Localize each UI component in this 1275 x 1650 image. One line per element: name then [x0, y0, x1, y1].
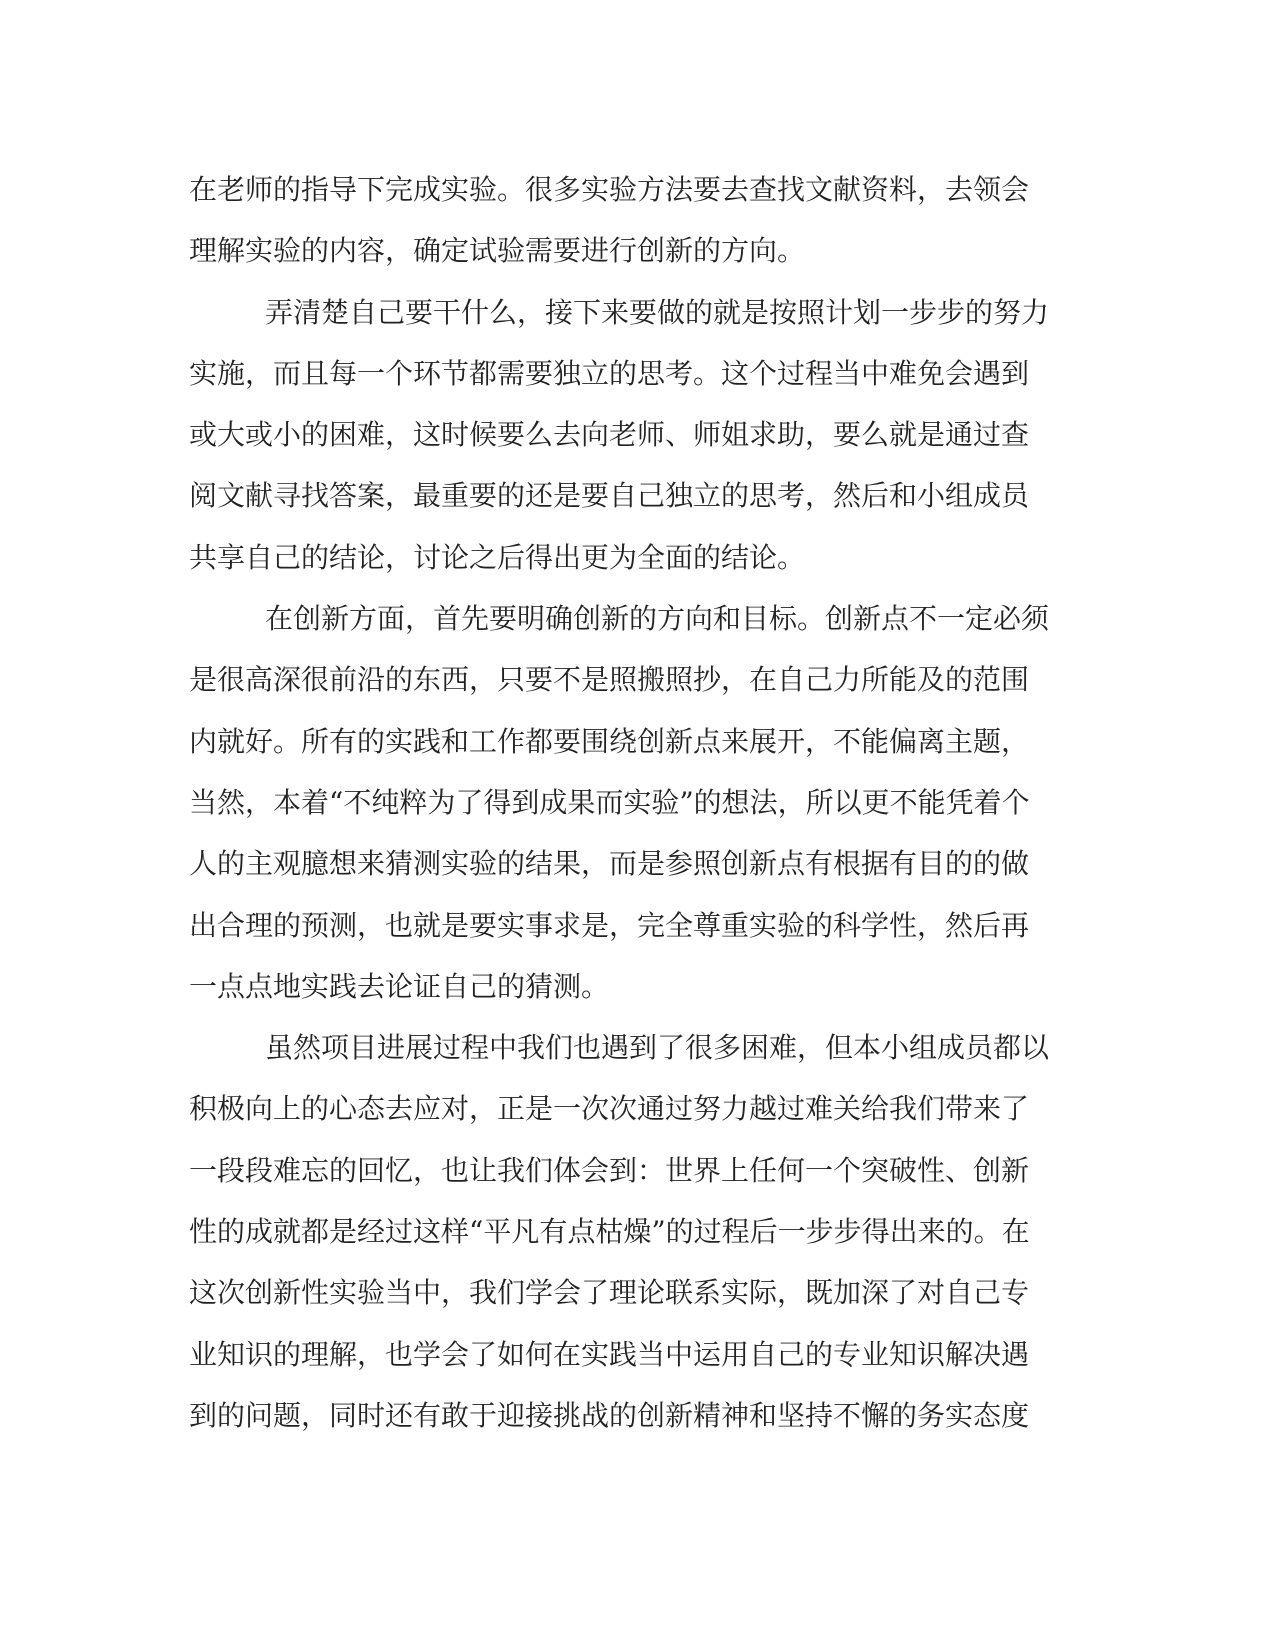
paragraph-first-line: 虽然项目进展过程中我们也遇到了很多困难，但本小组成员都以 — [265, 1031, 1050, 1065]
text-line: 是很高深很前沿的东西，只要不是照搬照抄，在自己力所能及的范围 — [189, 663, 1030, 697]
text-line: 出合理的预测，也就是要实事求是，完全尊重实验的科学性，然后再 — [189, 908, 1030, 942]
text-line: 业知识的理解，也学会了如何在实践当中运用自己的专业知识解决遇 — [189, 1337, 1030, 1371]
text-line: 当然，本着“不纯粹为了得到成果而实验”的想法，所以更不能凭着个 — [189, 785, 1030, 819]
text-line: 或大或小的困难，这时候要么去向老师、师姐求助，要么就是通过查 — [189, 418, 1030, 452]
paragraph-first-line: 在创新方面，首先要明确创新的方向和目标。创新点不一定必须 — [265, 602, 1050, 636]
text-line: 到的问题，同时还有敢于迎接挑战的创新精神和坚持不懈的务实态度 — [189, 1398, 1030, 1432]
text-line: 在老师的指导下完成实验。很多实验方法要去查找文献资料，去领会 — [189, 173, 1030, 206]
text-line: 内就好。所有的实践和工作都要围绕创新点来展开，不能偏离主题， — [189, 724, 1030, 758]
body-text — [189, 159, 1069, 1446]
text-line: 积极向上的心态去应对，正是一次次通过努力越过难关给我们带来了 — [189, 1092, 1030, 1126]
text-line: 共享自己的结论，讨论之后得出更为全面的结论。 — [189, 540, 806, 574]
text-line: 理解实验的内容，确定试验需要进行创新的方向。 — [189, 234, 806, 268]
text-line: 实施，而且每一个环节都需要独立的思考。这个过程当中难免会遇到 — [189, 356, 1030, 390]
text-line: 一段段难忘的回忆，也让我们体会到：世界上任何一个突破性、创新 — [189, 1153, 1030, 1187]
paragraph-first-line: 弄清楚自己要干什么，接下来要做的就是按照计划一步步的努力 — [265, 295, 1050, 329]
text-line: 一点点地实践去论证自己的猜测。 — [189, 969, 610, 1003]
text-line: 这次创新性实验当中，我们学会了理论联系实际，既加深了对自己专 — [189, 1276, 1030, 1310]
text-line: 人的主观臆想来猜测实验的结果，而是参照创新点有根据有目的的做 — [189, 847, 1030, 881]
text-line: 性的成就都是经过这样“平凡有点枯燥”的过程后一步步得出来的。在 — [189, 1215, 1030, 1249]
text-line: 阅文献寻找答案，最重要的还是要自己独立的思考，然后和小组成员 — [189, 479, 1030, 513]
